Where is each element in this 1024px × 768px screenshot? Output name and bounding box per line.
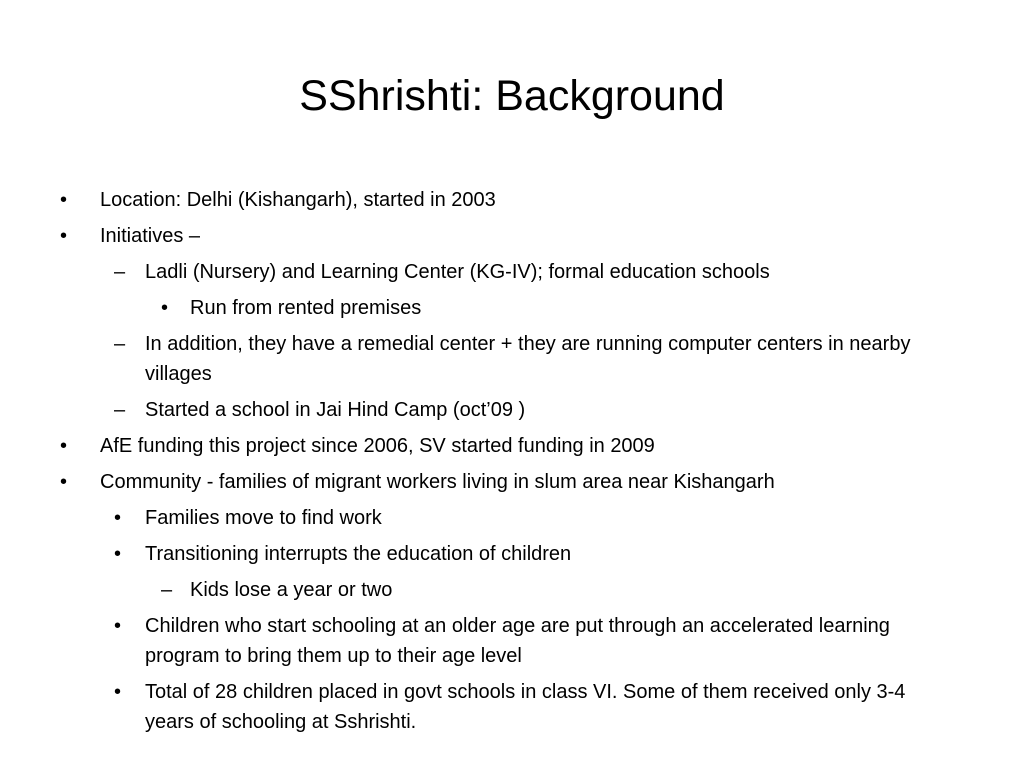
bullet-marker: • — [114, 507, 122, 529]
bullet-marker: • — [114, 543, 122, 565]
list-item — [56, 185, 956, 215]
list-item — [56, 503, 956, 533]
list-item — [56, 221, 956, 251]
bullet-marker: • — [114, 681, 122, 703]
bullet-text: Location: Delhi (Kishangarh), started in 2003 — [100, 189, 496, 211]
list-item — [56, 575, 956, 605]
list-item — [56, 539, 956, 569]
list-item — [56, 677, 956, 737]
bullet-text: Families move to find work — [145, 507, 382, 529]
dash-marker: – — [114, 261, 126, 283]
bullet-text: Started a school in Jai Hind Camp (oct’09 ) — [145, 399, 526, 421]
list-item — [56, 395, 956, 425]
bullet-text: Community - families of migrant workers living in slum area near Kishangarh — [100, 471, 775, 493]
list-item — [56, 431, 956, 461]
bullet-marker: • — [60, 189, 68, 211]
bullet-marker: • — [60, 225, 68, 247]
bullet-marker: • — [114, 615, 122, 637]
list-item — [56, 467, 956, 497]
bullet-list — [56, 185, 956, 743]
bullet-text: Transitioning interrupts the education of children — [145, 543, 572, 565]
list-item — [56, 293, 956, 323]
list-item — [56, 257, 956, 287]
list-item — [56, 329, 956, 389]
bullet-text: In addition, they have a remedial center + they are running computer centers in nearby villages — [145, 333, 911, 385]
bullet-text: Ladli (Nursery) and Learning Center (KG-IV); formal education schools — [145, 261, 770, 283]
dash-marker: – — [161, 579, 173, 601]
bullet-text: AfE funding this project since 2006, SV started funding in 2009 — [100, 435, 655, 457]
bullet-text: Total of 28 children placed in govt schools in class VI. Some of them received only 3-4 years of schooling at Sshrishti. — [145, 681, 906, 733]
dash-marker: – — [114, 333, 126, 355]
bullet-marker: • — [60, 435, 68, 457]
dash-marker: – — [114, 399, 126, 421]
bullet-text: Run from rented premises — [190, 297, 422, 319]
bullet-text: Initiatives – — [100, 225, 201, 247]
bullet-text: Kids lose a year or two — [190, 579, 393, 601]
list-item — [56, 611, 956, 671]
bullet-text: Children who start schooling at an older age are put through an accelerated learning program to bring them up to their age level — [145, 615, 890, 667]
bullet-marker: • — [60, 471, 68, 493]
bullet-marker: • — [161, 297, 169, 319]
slide-title: SShrishti: Background — [299, 72, 725, 120]
